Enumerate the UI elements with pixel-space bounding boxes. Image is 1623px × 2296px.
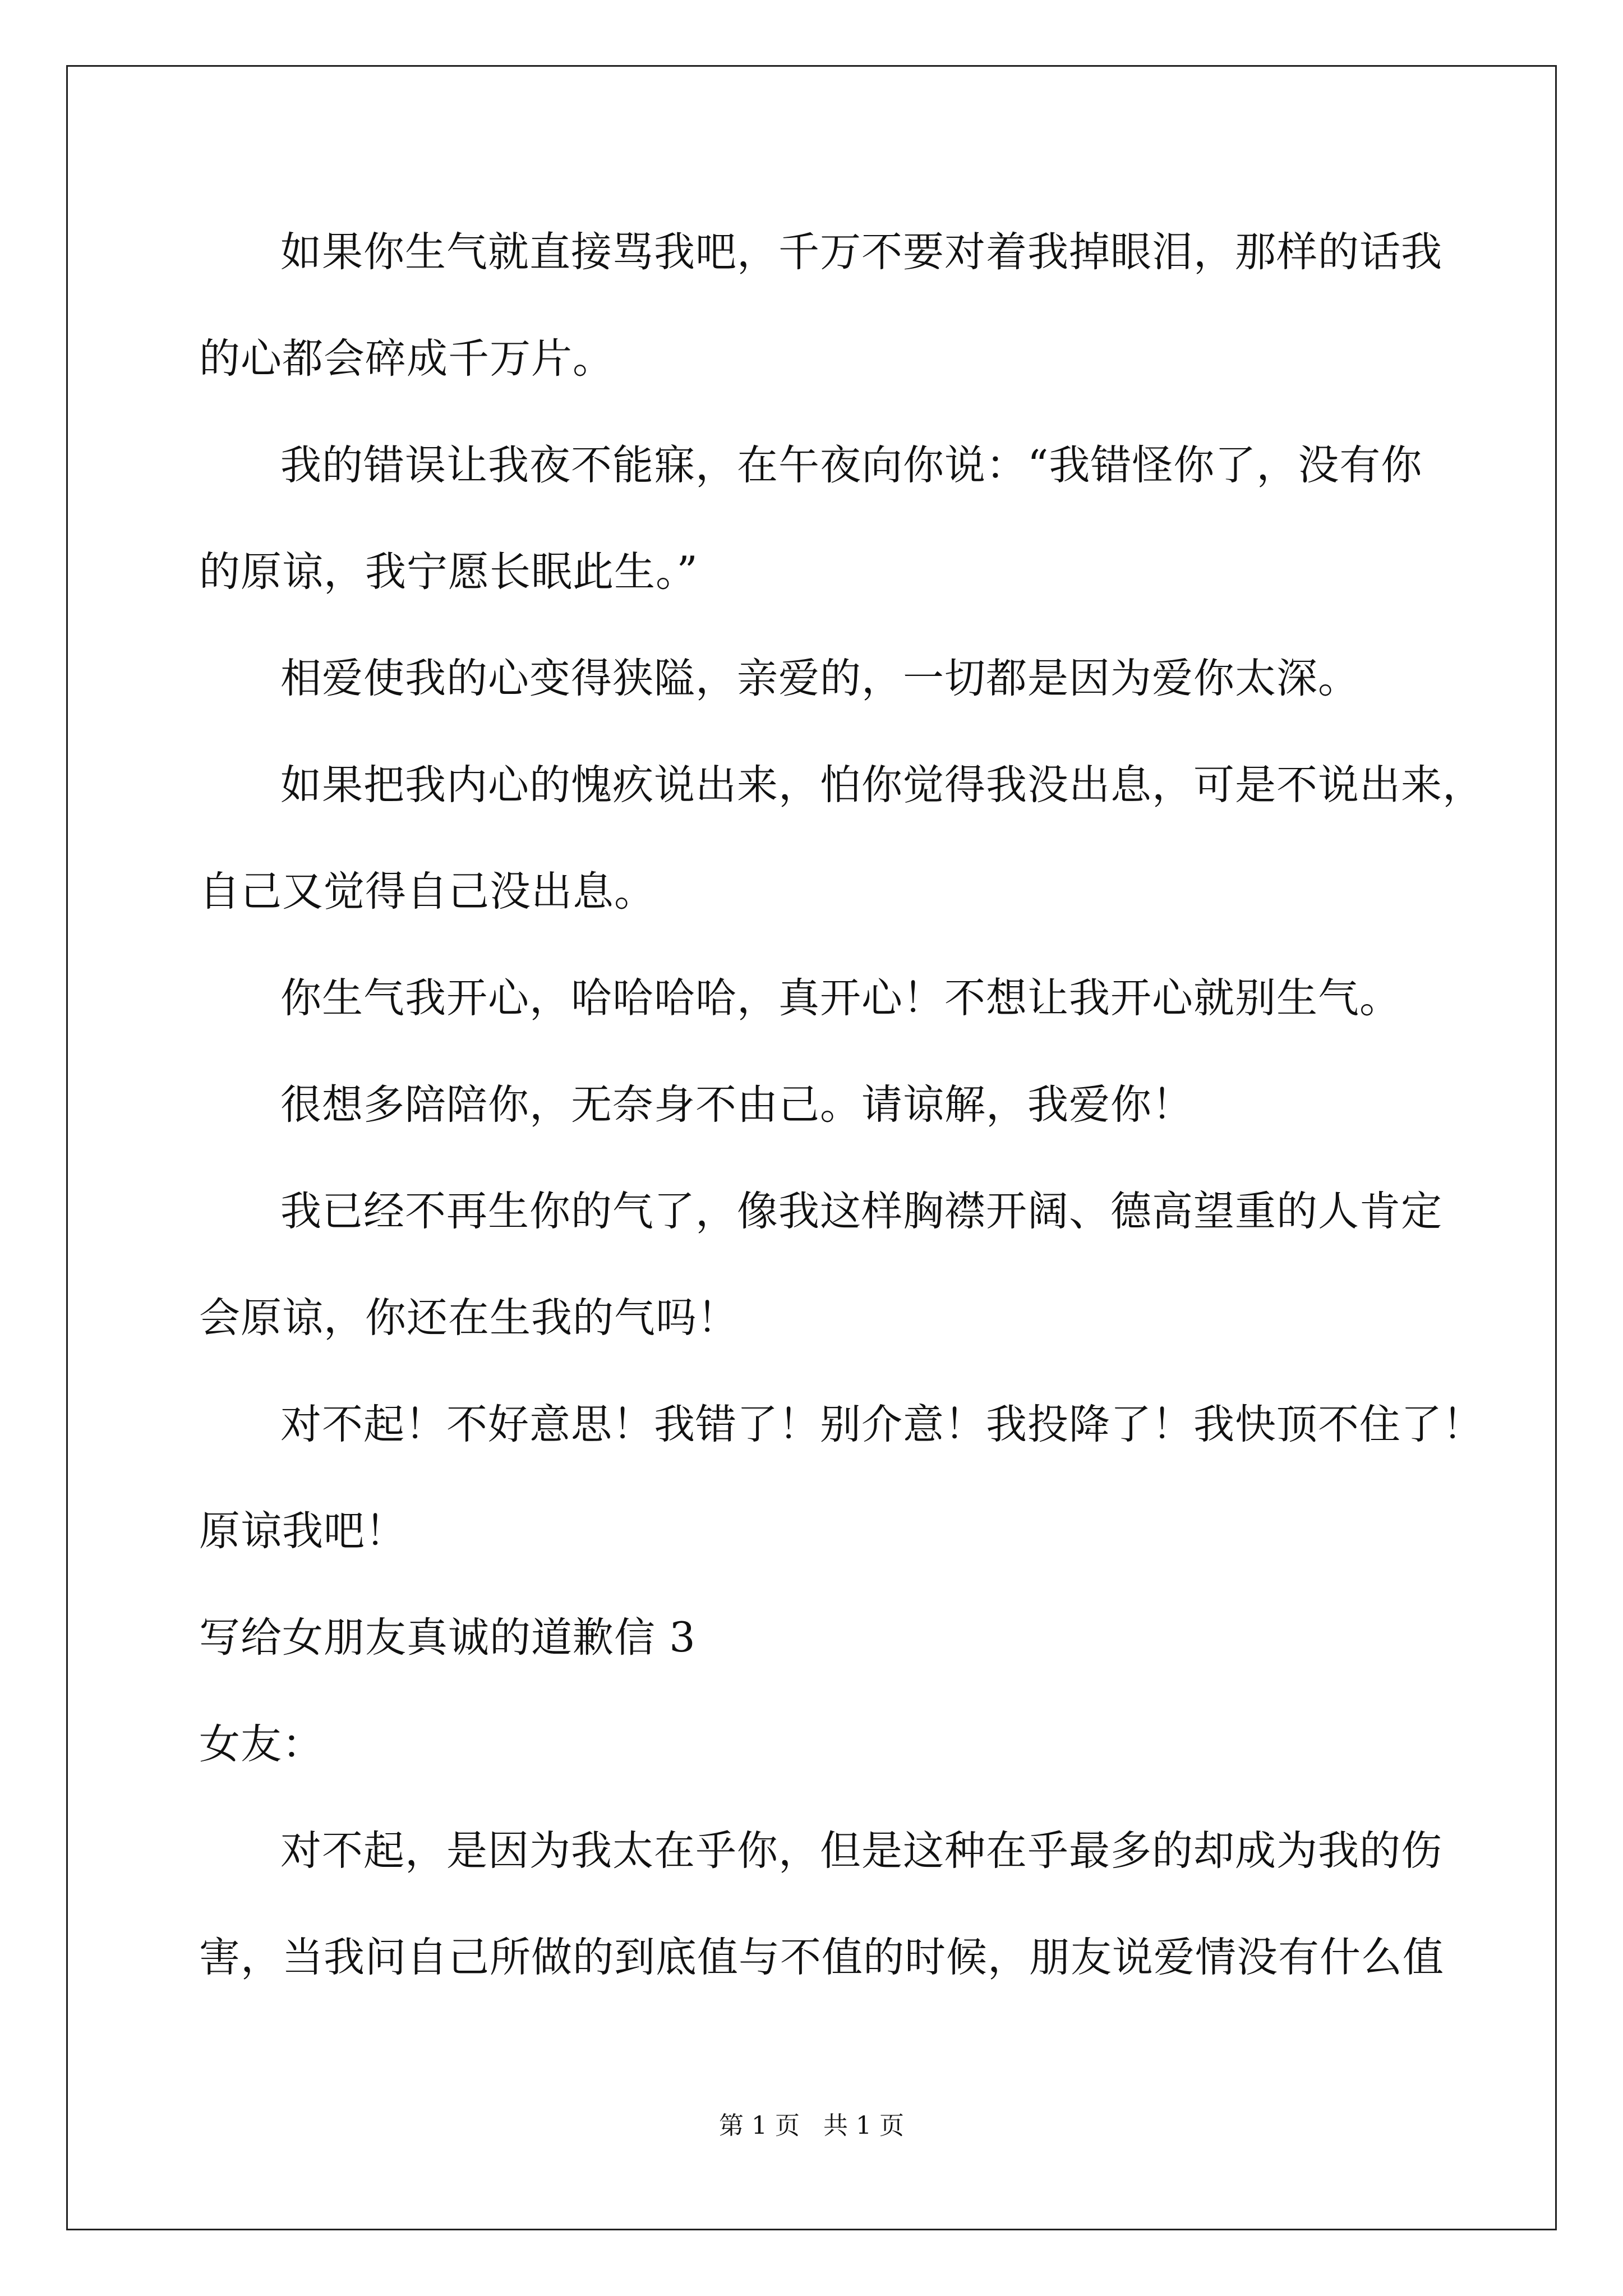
page-number-footer: 第 1 页 共 1 页 xyxy=(719,2111,904,2140)
section-heading: 写给女朋友真诚的道歉信 3 xyxy=(199,1614,696,1662)
paragraph-9-line-2: 害，当我问自己所做的到底值与不值的时候，朋友说爱情没有什么值 xyxy=(199,1934,1444,1981)
paragraph-3-line-1: 相爱使我的心变得狭隘，亲爱的，一切都是因为爱你太深。 xyxy=(280,655,1359,702)
salutation: 女友： xyxy=(199,1720,324,1768)
paragraph-7-line-2: 会原谅，你还在生我的气吗！ xyxy=(199,1294,739,1342)
paragraph-5-line-1: 你生气我开心，哈哈哈哈，真开心！不想让我开心就别生气。 xyxy=(280,974,1401,1022)
paragraph-6-line-1: 很想多陪陪你，无奈身不由己。请谅解，我爱你！ xyxy=(280,1081,1193,1129)
paragraph-4-line-1: 如果把我内心的愧疚说出来，怕你觉得我没出息，可是不说出来， xyxy=(280,761,1484,809)
paragraph-8-line-2: 原谅我吧！ xyxy=(199,1507,407,1555)
paragraph-2-line-1: 我的错误让我夜不能寐，在午夜向你说：“我错怪你了，没有你 xyxy=(280,441,1423,489)
paragraph-4-line-2: 自己又觉得自己没出息。 xyxy=(199,868,656,915)
paragraph-2-line-2: 的原谅，我宁愿长眠此生。” xyxy=(199,548,698,596)
paragraph-8-line-1: 对不起！不好意思！我错了！别介意！我投降了！我快顶不住了！ xyxy=(280,1401,1484,1448)
paragraph-1-line-2: 的心都会碎成千万片。 xyxy=(199,335,614,383)
paragraph-7-line-1: 我已经不再生你的气了，像我这样胸襟开阔、德高望重的人肯定 xyxy=(280,1188,1442,1235)
paragraph-1-line-1: 如果你生气就直接骂我吧，千万不要对着我掉眼泪，那样的话我 xyxy=(280,228,1442,276)
paragraph-9-line-1: 对不起，是因为我太在乎你，但是这种在乎最多的却成为我的伤 xyxy=(280,1827,1442,1875)
page-border xyxy=(66,65,1557,2230)
